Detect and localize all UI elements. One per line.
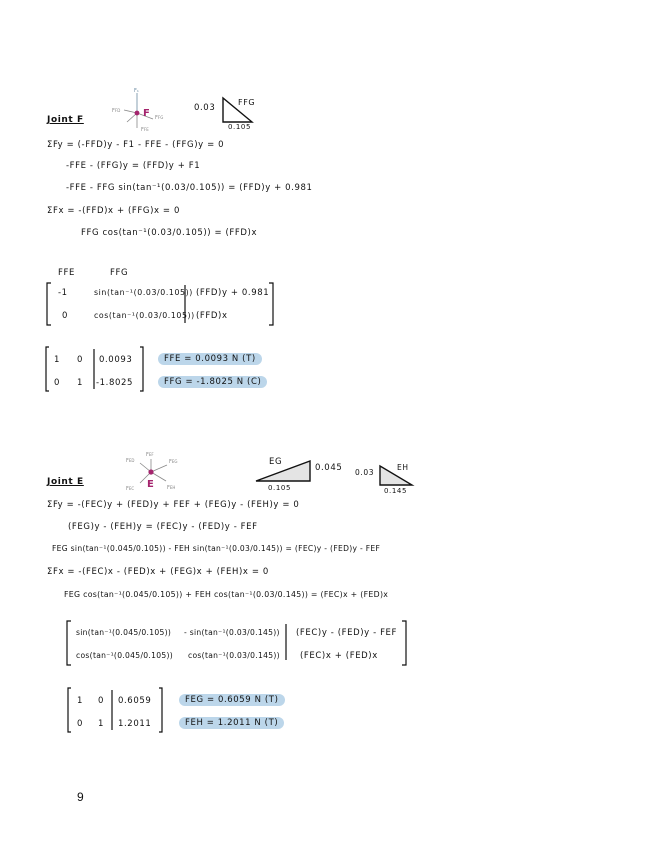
- joint-e-matrix-cell: sin(tan⁻¹(0.045/0.105)): [76, 628, 172, 637]
- joint-f-eq-sum-fx: ΣFx = -(FFD)x + (FFG)x = 0: [47, 206, 180, 216]
- svg-text:FEC: FEC: [126, 486, 135, 492]
- joint-e-tri1-horiz: 0.105: [268, 484, 292, 492]
- joint-e-eq-3: FEG sin(tan⁻¹(0.045/0.105)) - FEH sin(tan⁻¹(0.03/0.145)) = (FEC)y - (FED)y - FEF: [52, 544, 381, 553]
- joint-f-tri-vert: 0.03: [194, 103, 216, 113]
- svg-text:F₁: F₁: [134, 88, 139, 94]
- joint-e-rref-cell: 1: [77, 696, 84, 706]
- joint-f-rref-cell: 1: [77, 378, 84, 388]
- joint-e-eq-2: (FEG)y - (FEH)y = (FEC)y - (FED)y - FEF: [68, 522, 258, 532]
- joint-e-eq-sum-fy: ΣFy = -(FEC)y + (FED)y + FEF + (FEG)y - (FEH)y = 0: [47, 500, 300, 510]
- joint-e-rref-cell: 1: [98, 719, 105, 729]
- joint-f-result-ffg: FFG = -1.8025 N (C): [158, 376, 267, 388]
- joint-f-matrix-header-ffg: FFG: [110, 268, 129, 278]
- joint-e-tri2-vert: 0.03: [355, 468, 375, 477]
- joint-f-rref-cell: 0.0093: [99, 355, 133, 365]
- joint-f-matrix-cell: (FFD)y + 0.981: [196, 288, 270, 298]
- joint-e-tri1-hyp: EG: [269, 457, 283, 467]
- joint-f-node-label: F: [143, 108, 150, 119]
- joint-e-matrix-cell: cos(tan⁻¹(0.045/0.105)): [76, 651, 174, 660]
- joint-e-matrix-cell: (FEC)x + (FED)x: [300, 651, 378, 661]
- joint-e-rref-cell: 1.2011: [118, 719, 152, 729]
- svg-text:FFD: FFD: [112, 108, 121, 114]
- svg-text:FEF: FEF: [146, 452, 154, 458]
- joint-e-result-feh: FEH = 1.2011 N (T): [179, 717, 284, 729]
- joint-f-tri-hyp: FFG: [238, 98, 256, 107]
- joint-e-node-label: E: [147, 479, 154, 490]
- joint-e-node: [148, 469, 153, 474]
- joint-e-tri1-vert: 0.045: [315, 463, 343, 473]
- joint-e-result-feg: FEG = 0.6059 N (T): [179, 694, 285, 706]
- joint-e-rref-cell: 0.6059: [118, 696, 152, 706]
- joint-e-tri2-horiz: 0.145: [384, 487, 408, 495]
- joint-e-matrix-cell: - sin(tan⁻¹(0.03/0.145)): [184, 628, 280, 637]
- joint-e-matrix-cell: (FEC)y - (FED)y - FEF: [296, 628, 398, 638]
- joint-e-triangle-eg: [256, 461, 310, 481]
- joint-f-eq-5: FFG cos(tan⁻¹(0.03/0.105)) = (FFD)x: [81, 228, 258, 238]
- joint-f-matrix-cell: (FFD)x: [196, 311, 228, 321]
- joint-f-eq-3: -FFE - FFG sin(tan⁻¹(0.03/0.105)) = (FFD)y + 0.981: [66, 183, 313, 193]
- page-number: 9: [77, 790, 84, 804]
- joint-f-matrix-cell: cos(tan⁻¹(0.03/0.105)): [94, 311, 195, 320]
- joint-e-eq-sum-fx: ΣFx = -(FEC)x - (FED)x + (FEG)x + (FEH)x = 0: [47, 567, 269, 577]
- joint-f-eq-sum-fy: ΣFy = (-FFD)y - F1 - FFE - (FFG)y = 0: [47, 140, 225, 150]
- joint-f-label: Joint F: [47, 115, 84, 125]
- joint-e-rref-cell: 0: [98, 696, 105, 706]
- joint-f-matrix-cell: -1: [58, 288, 68, 298]
- joint-f-rref-cell: -1.8025: [96, 378, 134, 388]
- svg-text:FEG: FEG: [169, 459, 178, 465]
- svg-text:FED: FED: [126, 458, 135, 464]
- joint-f-result-ffe: FFE = 0.0093 N (T): [158, 353, 262, 365]
- joint-f-rref-cell: 0: [77, 355, 84, 365]
- joint-e-matrix-cell: cos(tan⁻¹(0.03/0.145)): [188, 651, 280, 660]
- svg-text:FFG: FFG: [155, 115, 164, 121]
- svg-text:FEH: FEH: [167, 485, 176, 491]
- joint-e-rref-cell: 0: [77, 719, 84, 729]
- joint-f-matrix-cell: 0: [62, 311, 69, 321]
- joint-f-rref-cell: 0: [54, 378, 61, 388]
- joint-e-label: Joint E: [47, 477, 84, 487]
- joint-f-eq-2: -FFE - (FFG)y = (FFD)y + F1: [66, 161, 201, 171]
- joint-f-rref-cell: 1: [54, 355, 61, 365]
- joint-f-matrix-header-ffe: FFE: [58, 268, 75, 278]
- svg-text:FFE: FFE: [141, 127, 149, 133]
- joint-e-eq-5: FEG cos(tan⁻¹(0.045/0.105)) + FEH cos(tan⁻¹(0.03/0.145)) = (FEC)x + (FED)x: [64, 590, 389, 599]
- joint-e-tri2-hyp: EH: [397, 463, 409, 472]
- joint-f-node: [135, 111, 140, 116]
- joint-f-tri-horiz: 0.105: [228, 123, 252, 131]
- joint-f-matrix-cell: sin(tan⁻¹(0.03/0.105)): [94, 288, 193, 297]
